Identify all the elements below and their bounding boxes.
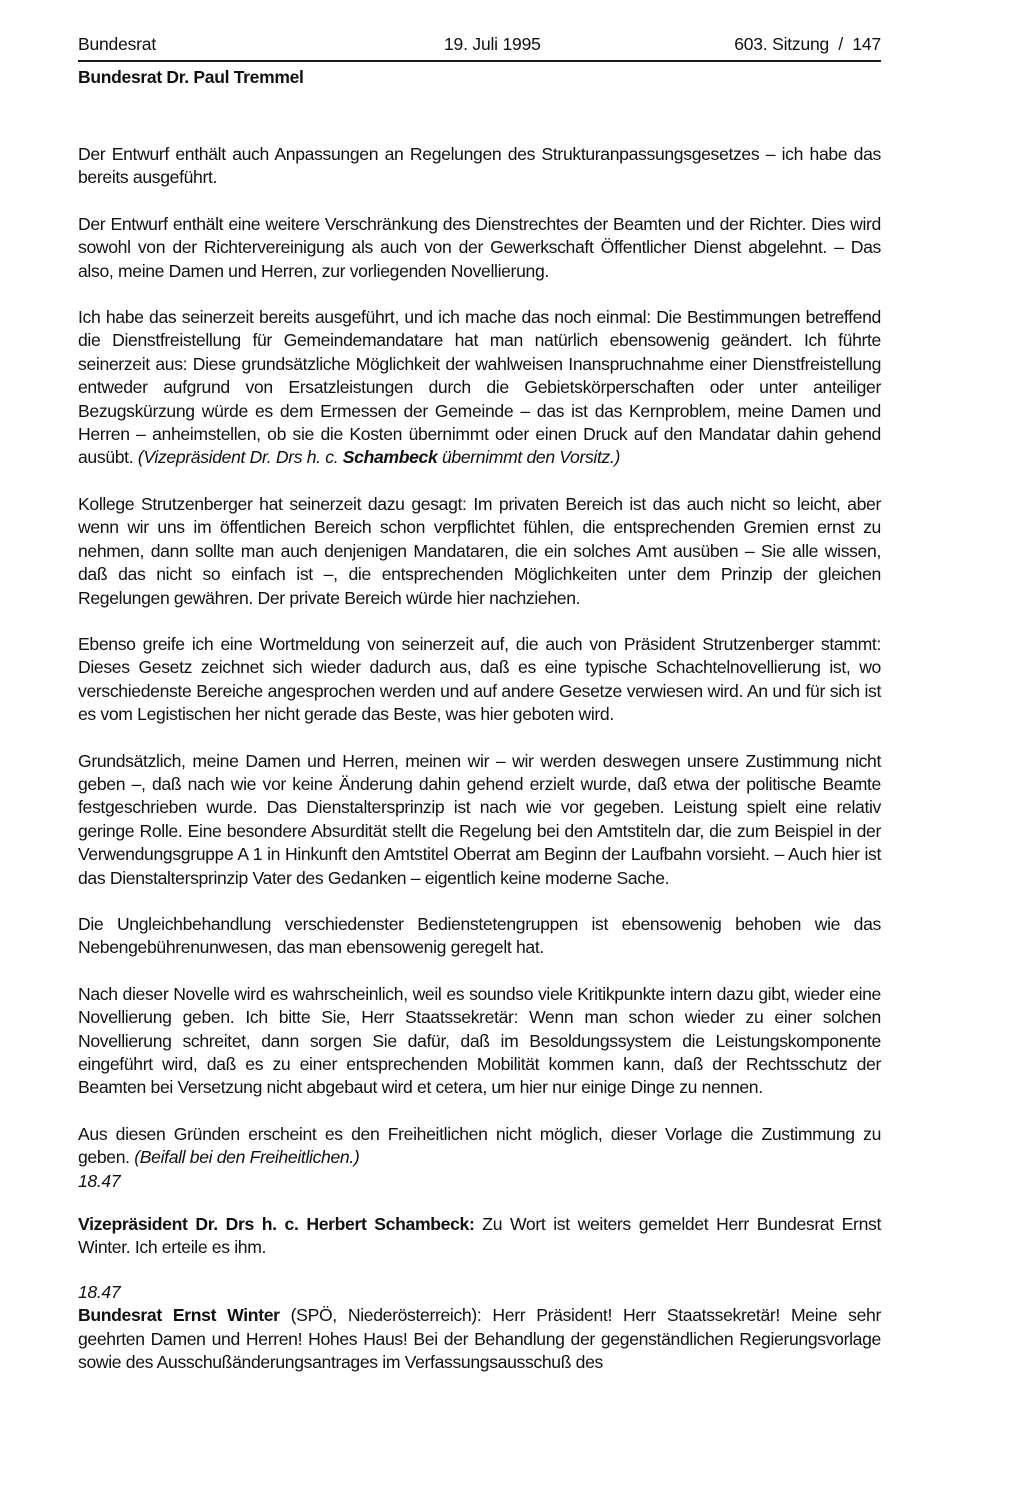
- paragraph: [78, 306, 881, 470]
- paragraph: Die Ungleichbehandlung verschiedenster Bedienstetengruppen ist ebensowenig behoben wie das Nebengebührenunwesen, das man ebensowenig geregelt hat.: [78, 913, 881, 958]
- paragraph: Kollege Strutzenberger hat seinerzeit dazu gesagt: Im privaten Bereich ist das auch nicht so leicht, aber wenn wir uns im öffentlichen Bereich schon verpflichtet fühlen, die entsprechenden Gremien ernst zu nehmen, dann sollte man auch denjenigen Mandataren, die ein solches Amt ausüben – Sie alle wissen, daß das nicht so einfach ist –, die entsprechenden Möglichkeiten unter dem Prinzip der gleichen Regelungen gewähren. Der private Bereich würde hier nachziehen.: [78, 493, 881, 608]
- header-session-page: 603. Sitzung / 147: [734, 34, 881, 54]
- header-date: 19. Juli 1995: [444, 34, 541, 54]
- speech-body: [78, 143, 881, 1374]
- paragraph-text: Aus diesen Gründen erscheint es den Freiheitlichen nicht möglich, dieser Vorlage die Zustimmung zu geben.: [78, 1123, 881, 1168]
- header-rule: [78, 60, 881, 62]
- interjection-remark: [138, 447, 620, 467]
- next-speech: [78, 1281, 881, 1375]
- header-institution: Bundesrat: [78, 34, 156, 54]
- paragraph: Der Entwurf enthält eine weitere Verschränkung des Dienstrechtes der Beamten und der Richter. Dies wird sowohl von der Richtervereinigung als auch von der Gewerkschaft Öffentlicher Dienst abgelehnt. – Das also, meine Damen und Herren, zur vorliegenden Novellierung.: [78, 213, 881, 281]
- applause-remark: (Beifall bei den Freiheitlichen.): [134, 1147, 360, 1168]
- paragraph: Der Entwurf enthält auch Anpassungen an Regelungen des Strukturanpassungsgesetzes – ich habe das bereits ausgeführt.: [78, 144, 881, 188]
- timestamp: 18.47: [78, 1281, 121, 1302]
- timestamp: 18.47: [78, 1170, 121, 1191]
- paragraph: Ebenso greife ich eine Wortmeldung von seinerzeit auf, die auch von Präsident Strutzenberger stammt: Dieses Gesetz zeichnet sich wieder dadurch aus, daß es eine typische Schachtelnovellierung ist, wo verschiedenste Bereiche angesprochen werden und auf andere Gesetze verwiesen wird. An und für sich ist es vom Legistischen her nicht gerade das Beste, was hier geboten wird.: [78, 633, 881, 725]
- running-speaker-heading: Bundesrat Dr. Paul Tremmel: [78, 67, 304, 87]
- remark-text: übernimmt den Vorsitz.): [437, 447, 621, 468]
- paragraph: Nach dieser Novelle wird es wahrscheinlich, weil es soundso viele Kritikpunkte intern dazu gibt, wieder eine Novellierung geben. Ich bitte Sie, Herr Staatssekretär: Wenn man schon wieder zu einer solchen Novellierung schreitet, dann sorgen Sie dafür, daß im Besoldungssystem die Leistungskomponente eingeführt wird, daß es zu einer entsprechenden Mobilität kommen kann, daß der Rechtsschutz der Beamten bei Versetzung nicht abgebaut wird et cetera, um hier nur einige Dinge zu nennen.: [78, 983, 881, 1098]
- paragraph: [78, 1123, 881, 1193]
- page-header: [78, 33, 881, 55]
- paragraph: Grundsätzlich, meine Damen und Herren, meinen wir – wir werden deswegen unsere Zustimmung nicht geben –, daß nach wie vor keine Änderung dahin gehend erzielt wurde, daß etwa der politische Beamte festgeschrieben wurde. Das Dienstaltersprinzip ist nach wie vor gegeben. Leistung spielt eine relativ geringe Rolle. Eine besondere Absurdität stellt die Regelung bei den Amtstiteln dar, die zum Beispiel in der Verwendungsgruppe A 1 in Hinkunft den Amtstitel Oberrat am Beginn der Laufbahn vorsieht. – Auch hier ist das Dienstaltersprinzip Vater des Gedanken – eigentlich keine moderne Sache.: [78, 750, 881, 888]
- next-speech-text: (SPÖ, Niederösterreich): Herr Präsident! Herr Staatssekretär! Meine sehr geehrten Damen und Herren! Hohes Haus! Bei der Behandlung der gegenständlichen Regierungsvorlage sowie des Ausschußänderungsantrages im Verfassungsausschuß des: [78, 1305, 882, 1373]
- paragraph-text: Ich habe das seinerzeit bereits ausgeführt, und ich mache das noch einmal: Die Bestimmungen betreffend die Dienstfreistellung für Gemeindemandatare hat man natürlich ebensowenig geändert. Ich führte seinerzeit aus: Diese grundsätzliche Möglichkeit der wahlweisen Inanspruchnahme einer Dienstfreistellung entweder aufgrund von Ersatzleistungen durch die Gebietskörperschaften oder unter anteiliger Bezugskürzung würde es dem Ermessen der Gemeinde – das ist das Kernproblem, meine Damen und Herren – anheimstellen, ob sie die Kosten übernimmt oder einen Druck auf den Mandatar dahin gehend ausübt.: [78, 307, 881, 468]
- remark-text: (Vizepräsident Dr. Drs h. c.: [137, 447, 343, 468]
- remark-name: Schambeck: [342, 447, 438, 468]
- chair-speaker-name: Vizepräsident Dr. Drs h. c. Herbert Schambeck:: [78, 1214, 475, 1235]
- chair-statement-text: Zu Wort ist weiters gemeldet Herr Bundesrat Ernst Winter. Ich erteile es ihm.: [78, 1214, 881, 1258]
- next-speaker-name: Bundesrat Ernst Winter: [78, 1305, 280, 1326]
- chair-statement: [78, 1213, 881, 1260]
